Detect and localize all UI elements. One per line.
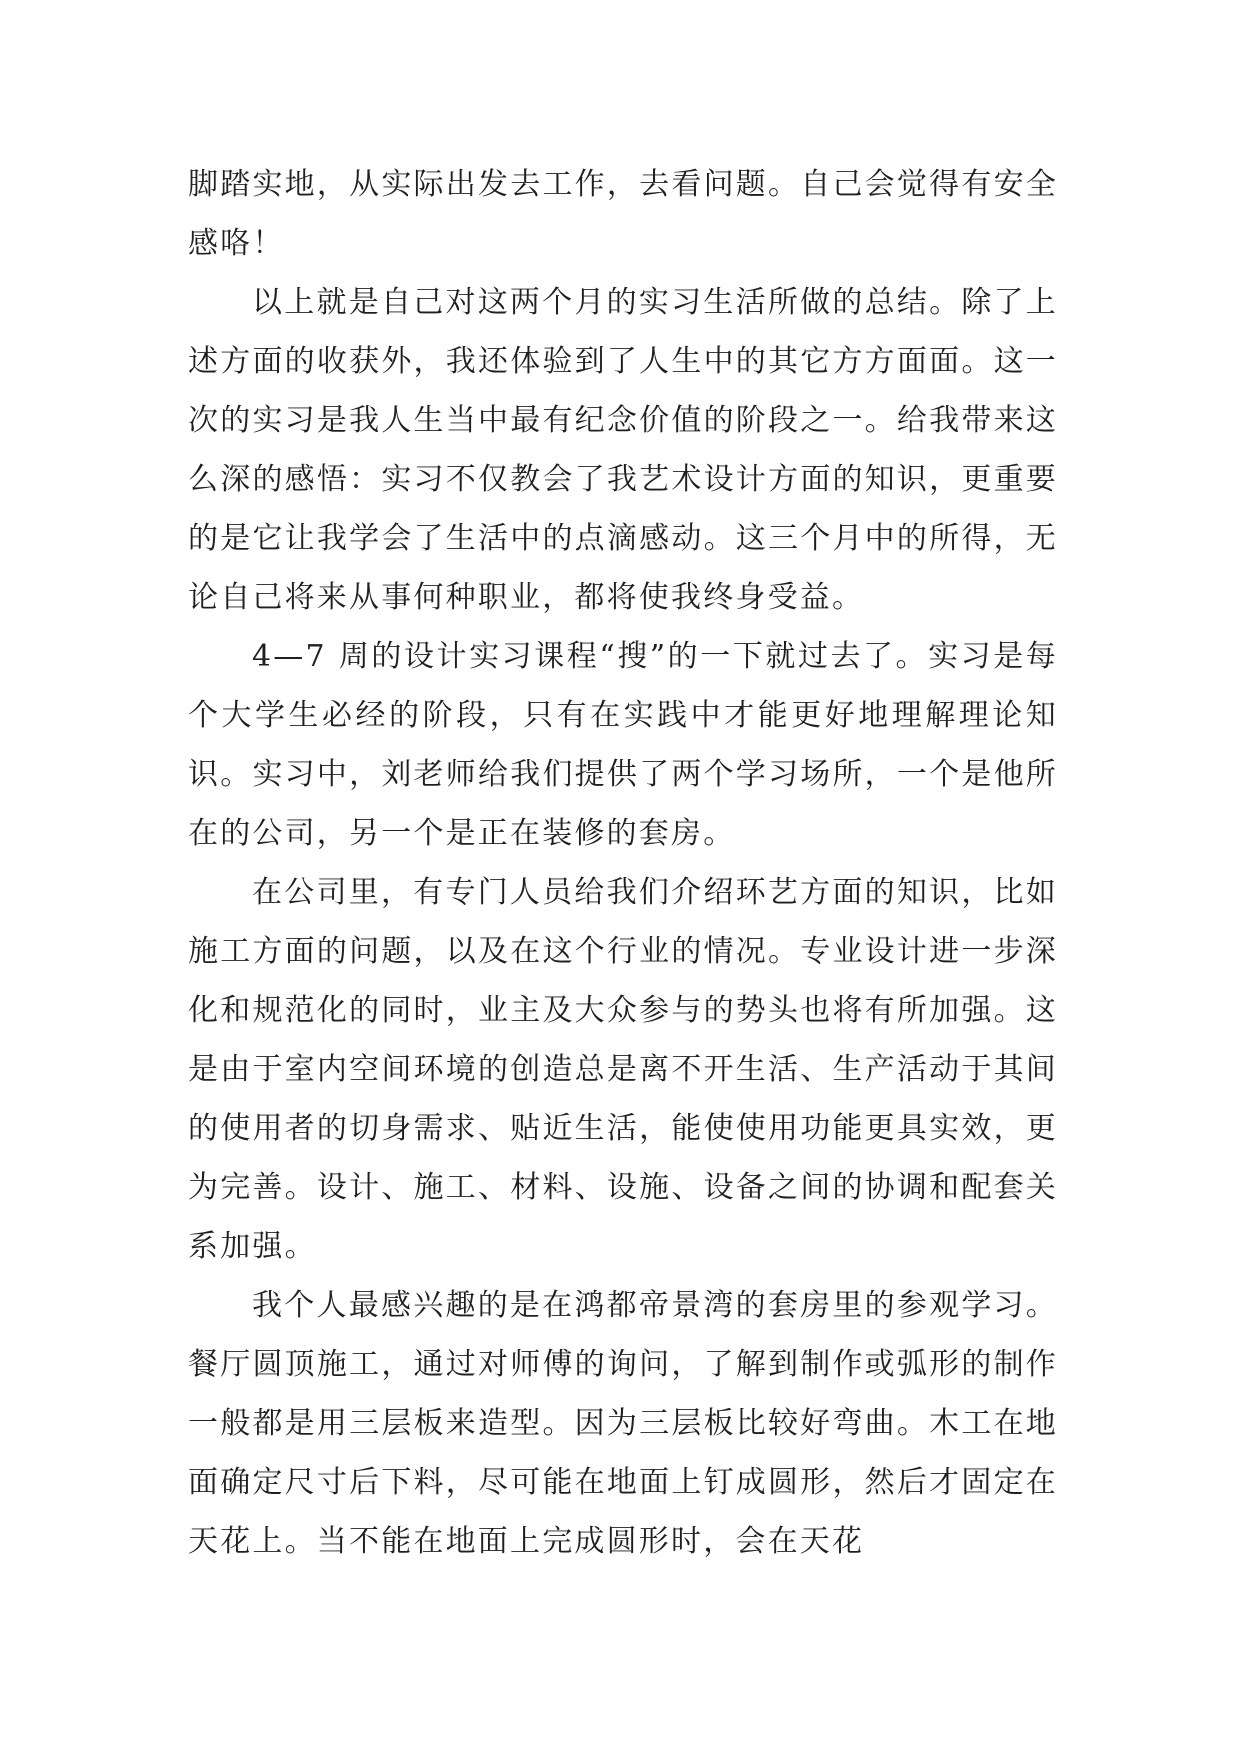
paragraph-apartment-visit: 我个人最感兴趣的是在鸿都帝景湾的套房里的参观学习。餐厅圆顶施工，通过对师傅的询问，了解到制作或弧形的制作一般都是用三层板来造型。因为三层板比较好弯曲。木工在地面确定尺寸后下料，尽可能在地面上钉成圆形，然后才固定在天花上。当不能在地面上完成圆形时，会在天花 xyxy=(188,1288,1058,1559)
document-body xyxy=(188,155,1058,1571)
paragraph-company: 在公司里，有专门人员给我们介绍环艺方面的知识，比如施工方面的问题，以及在这个行业的情况。专业设计进一步深化和规范化的同时，业主及大众参与的势头也将有所加强。这是由于室内空间环境的创造总是离不开生活、生产活动于其间的使用者的切身需求、贴近生活，能使使用功能更具实效，更为完善。设计、施工、材料、设施、设备之间的协调和配套关系加强。 xyxy=(188,875,1058,1264)
paragraph-summary: 以上就是自己对这两个月的实习生活所做的总结。除了上述方面的收获外，我还体验到了人生中的其它方方面面。这一次的实习是我人生当中最有纪念价值的阶段之一。给我带来这么深的感悟：实习不仅教会了我艺术设计方面的知识，更重要的是它让我学会了生活中的点滴感动。这三个月中的所得，无论自己将来从事何种职业，都将使我终身受益。 xyxy=(188,285,1058,615)
paragraph-internship-course: 4—7 周的设计实习课程“搜”的一下就过去了。实习是每个大学生必经的阶段，只有在实践中才能更好地理解理论知识。实习中，刘老师给我们提供了两个学习场所，一个是他所在的公司，另一个是正在装修的套房。 xyxy=(188,639,1058,851)
paragraph-continued: 脚踏实地，从实际出发去工作，去看问题。自己会觉得有安全感咯！ xyxy=(188,167,1058,261)
